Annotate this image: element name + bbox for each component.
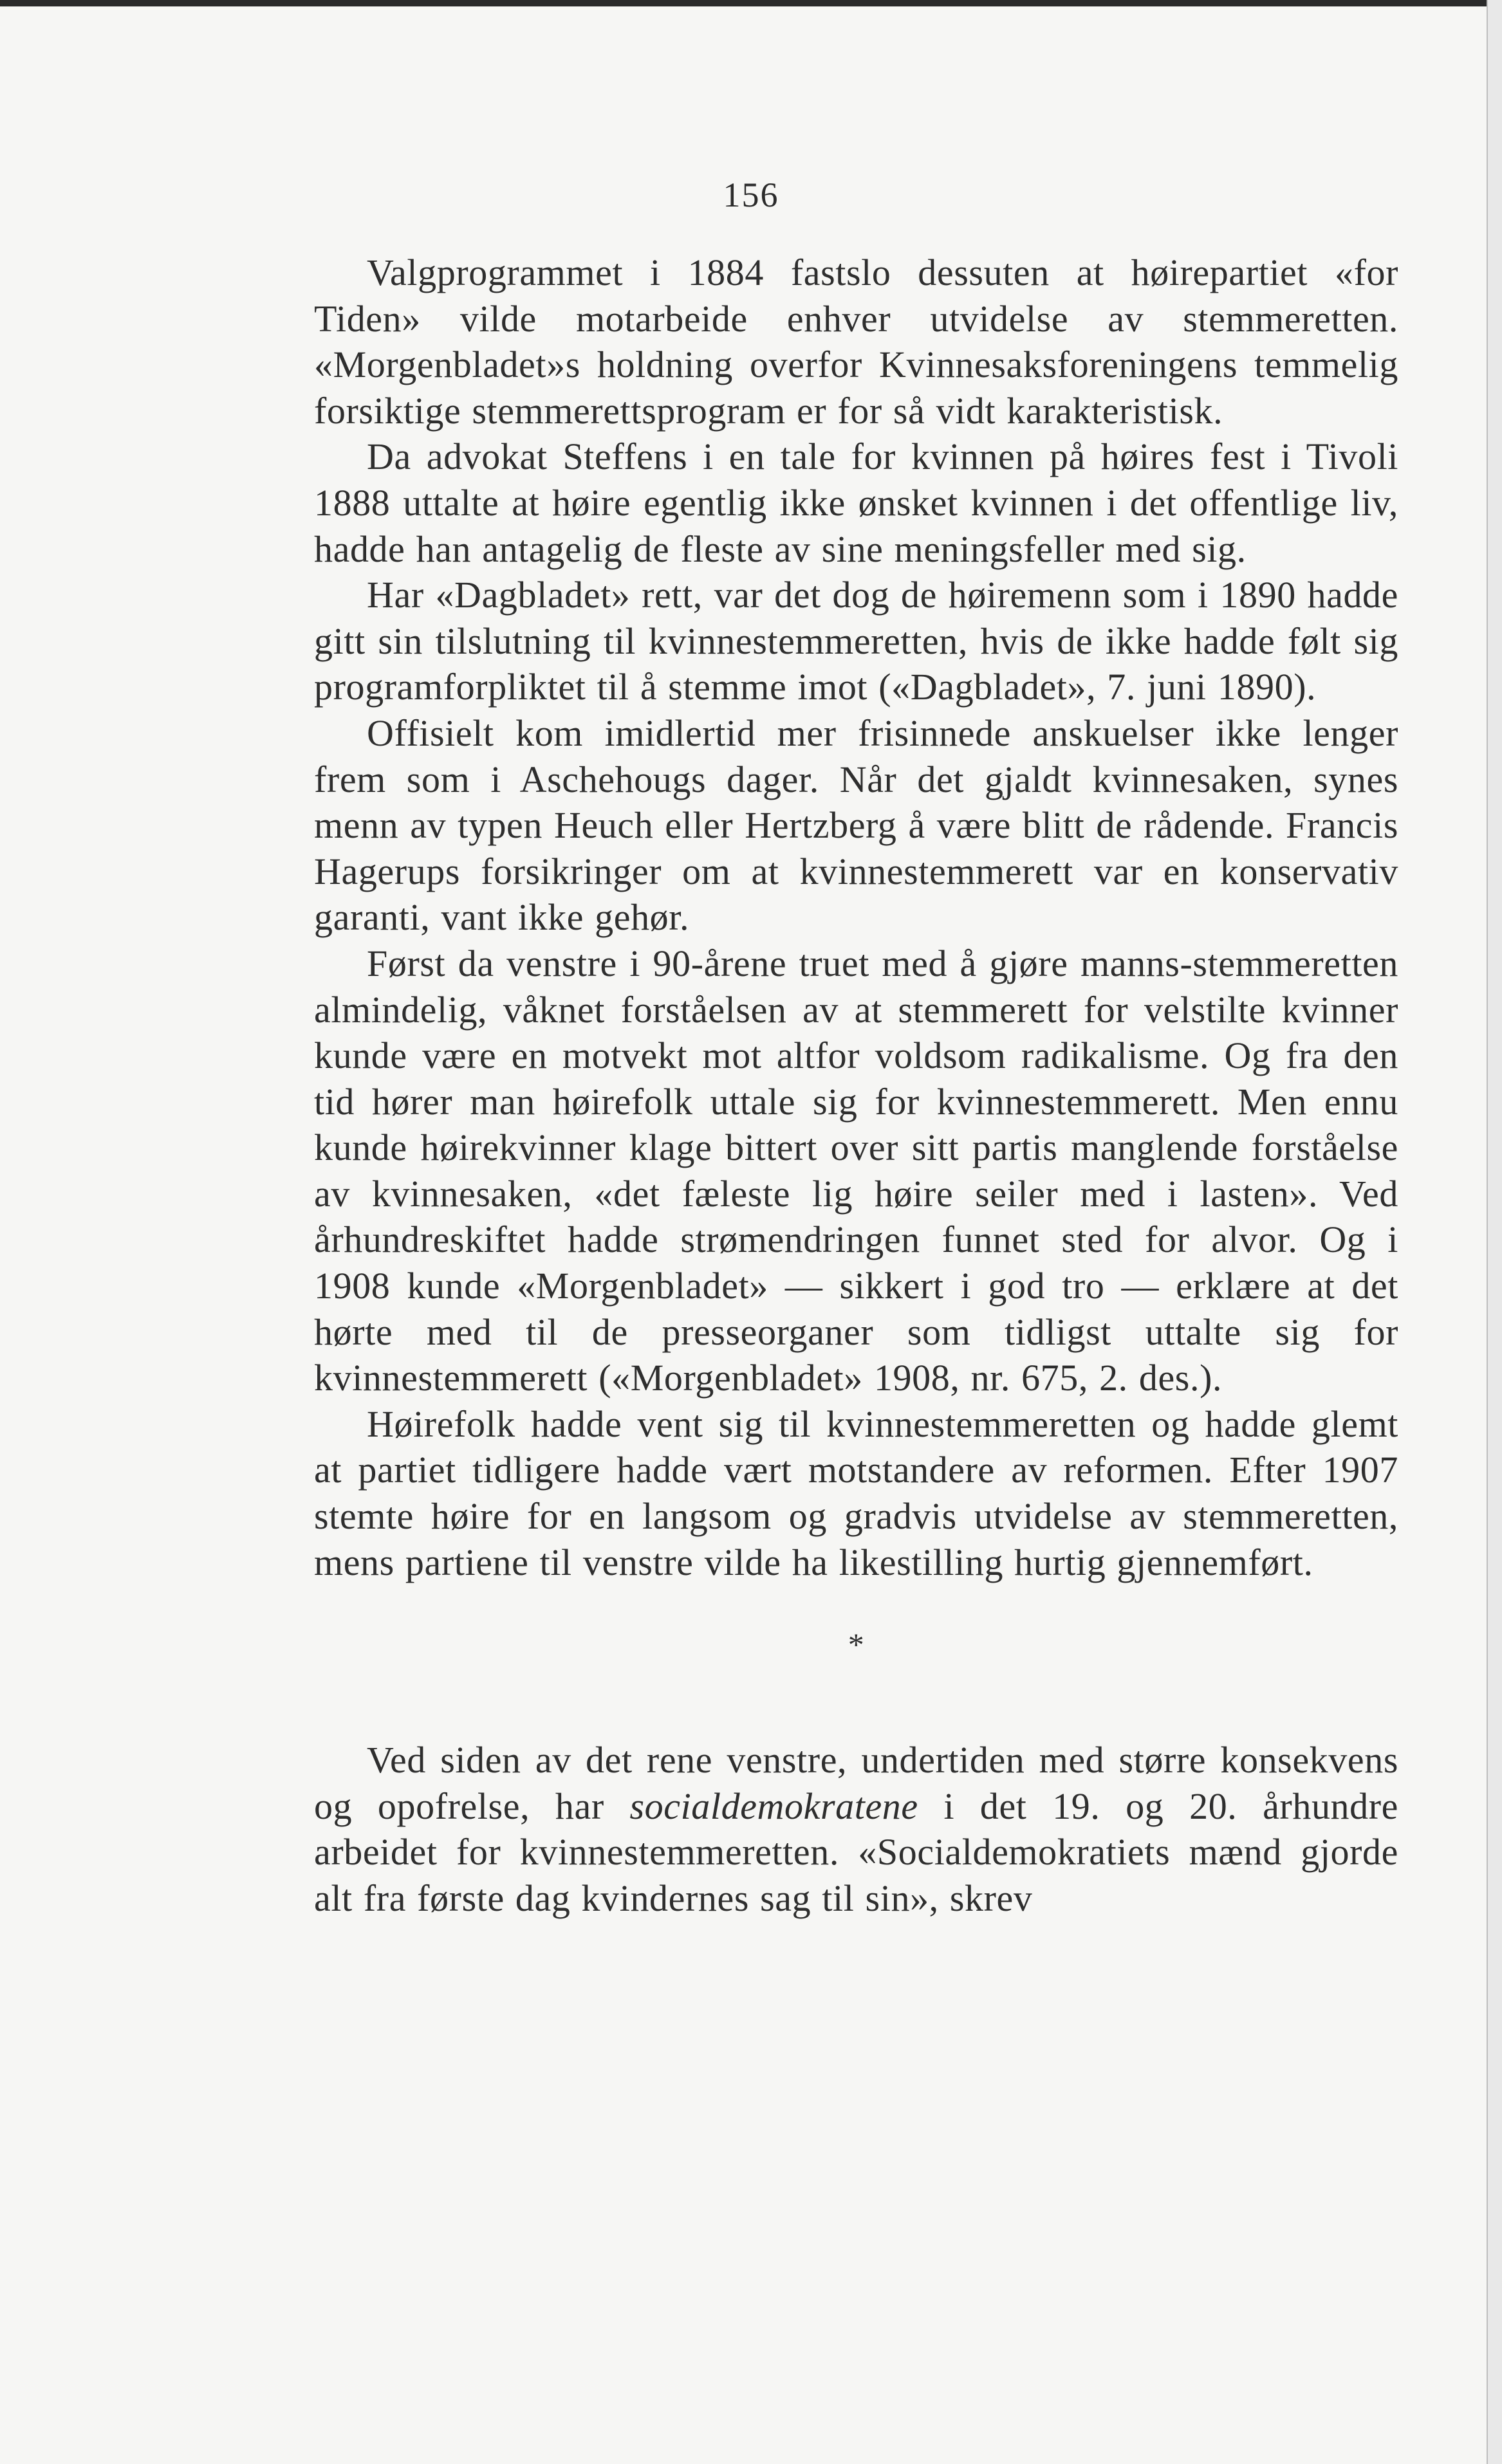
paragraph-7-text-b: i det 19. og 20. århundre arbeidet for kvinnestemmeretten. «Socialdemokratiets mænd gjorde alt fra første dag kvindernes sag til sin», skrev [314,1785,1398,1919]
scan-top-edge [0,0,1502,6]
paragraph-3: Har «Dagbladet» rett, var det dog de høiremenn som i 1890 hadde gitt sin tilslutning til kvinnestemmeretten, hvis de ikke hadde følt sig programforpliktet til å stemme imot («Dagbladet», 7. juni 1890). [314,574,1398,708]
paragraph-7-italic: socialdemokratene [629,1785,918,1827]
body-text [314,250,1398,1922]
paragraph-7-text-a: Ved siden av det rene venstre, undertiden med større konsekvens og opofrelse, har [314,1739,1398,1827]
paragraph-5: Først da venstre i 90-årene truet med å gjøre manns-stemmeretten almindelig, våknet forståelsen av at stemmerett for velstilte kvinner kunde være en motvekt mot altfor voldsom radikalisme. Og fra den tid hører man høirefolk uttale sig for kvinnestemmerett. Men ennu kunde høirekvinner klage bittert over sitt partis manglende forståelse av kvinnesaken, «det fæleste lig høire seiler med i lasten». Ved århundreskiftet hadde strømendringen funnet sted for alvor. Og i 1908 kunde «Morgenbladet» — sikkert i god tro — erklære at det hørte med til de presseorganer som tidligst uttalte sig for kvinnestemmerett («Morgenbladet» 1908, nr. 675, 2. des.). [314,942,1398,1399]
scan-right-edge [1487,0,1502,2464]
paragraph-1: Valgprogrammet i 1884 fastslo dessuten at høirepartiet «for Tiden» vilde motarbeide enhver utvidelse av stemmeretten. «Morgenbladet»s holdning overfor Kvinnesaksforeningens temmelig forsiktige stemmerettsprogram er for så vidt karakteristisk. [314,252,1398,432]
paragraph-6: Høirefolk hadde vent sig til kvinnestemmeretten og hadde glemt at partiet tidligere hadde vært motstandere av reformen. Efter 1907 stemte høire for en langsom og gradvis utvidelse av stemmeretten, mens partiene til venstre vilde ha likestilling hurtig gjennemført. [314,1402,1398,1583]
paragraph-7 [314,1737,1398,1921]
section-separator: * [848,1626,865,1663]
paragraph-4: Offisielt kom imidlertid mer frisinnede anskuelser ikke lenger frem som i Aschehougs dager. Når det gjaldt kvinnesaken, synes menn av typen Heuch eller Hertzberg å være blitt de rådende. Francis Hagerups forsikringer om at kvinnestemmerett var en konservativ garanti, vant ikke gehør. [314,712,1398,939]
paragraph-2: Da advokat Steffens i en tale for kvinnen på høires fest i Tivoli 1888 uttalte at høire egentlig ikke ønsket kvinnen i det offentlige liv, hadde han antagelig de fleste av sine meningsfeller med sig. [314,436,1398,570]
page-number: 156 [723,176,779,214]
